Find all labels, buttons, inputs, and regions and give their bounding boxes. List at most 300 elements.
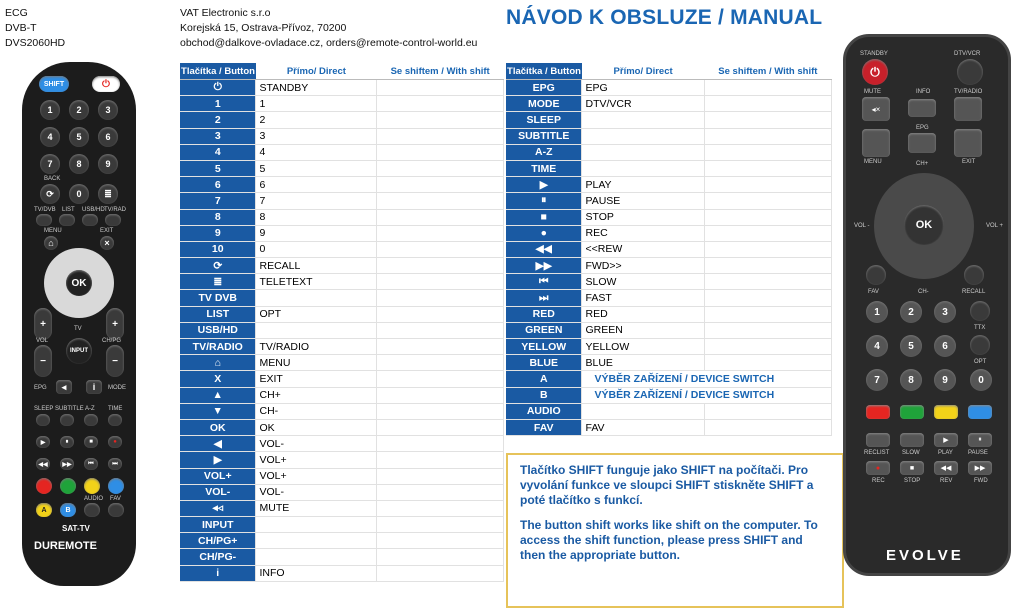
direct-function-cell: 5 xyxy=(256,160,377,176)
button-key-cell: VOL+ xyxy=(180,468,256,484)
opt-button[interactable] xyxy=(970,335,990,355)
direct-function-cell: FAST xyxy=(582,290,704,306)
button-key-cell: ⏻ xyxy=(180,80,256,96)
vol-plus-button[interactable]: + xyxy=(34,308,52,340)
direct-function-cell: FWD>> xyxy=(582,258,704,274)
play-label: PLAY xyxy=(938,450,953,456)
table-row xyxy=(506,177,832,193)
button-table-right xyxy=(506,63,832,436)
pause-label: PAUSE xyxy=(968,450,988,456)
button-key-cell: FAV xyxy=(506,419,582,435)
chpg-label: CH/PG xyxy=(102,338,122,344)
direct-function-cell: 1 xyxy=(256,96,377,112)
rec-button[interactable]: ● xyxy=(866,461,890,475)
table-row xyxy=(180,517,504,533)
digit-2-button[interactable]: 2 xyxy=(69,100,89,120)
button-key-cell: 5 xyxy=(180,160,256,176)
button-key-cell: CH/PG+ xyxy=(180,533,256,549)
table-row xyxy=(506,112,832,128)
play-button[interactable]: ▶ xyxy=(934,433,958,447)
table-row xyxy=(180,225,504,241)
rew-button[interactable]: ◀◀ xyxy=(36,458,50,470)
shift-function-cell xyxy=(377,549,504,565)
direct-function-cell: INFO xyxy=(256,565,377,581)
epg-button[interactable] xyxy=(908,133,936,153)
fav-button[interactable] xyxy=(108,503,124,517)
blue-button[interactable] xyxy=(108,478,124,494)
digit-5-button[interactable]: 5 xyxy=(69,127,89,147)
button-key-cell: ◂◃ xyxy=(180,500,256,516)
col-header-direct: Přímo/ Direct xyxy=(256,63,377,80)
button-key-cell: SUBTITLE xyxy=(506,128,582,144)
direct-function-cell: CH- xyxy=(256,403,377,419)
shift-function-cell xyxy=(704,274,831,290)
shift-function-cell xyxy=(377,177,504,193)
shift-function-cell xyxy=(377,225,504,241)
tvdvb-label: TV/DVB xyxy=(34,207,56,213)
tv-label: TV xyxy=(74,326,82,332)
fwd-label: FWD xyxy=(974,478,988,484)
direct-function-cell: RECALL xyxy=(256,258,377,274)
direct-function-cell xyxy=(256,290,377,306)
tvdvb-button[interactable] xyxy=(36,214,52,226)
fast-button[interactable]: ⏭ xyxy=(108,458,122,470)
table-row xyxy=(180,371,504,387)
direct-function-cell: 2 xyxy=(256,112,377,128)
direct-function-cell: STANDBY xyxy=(256,80,377,96)
col-header-shift: Se shiftem / With shift xyxy=(377,63,504,80)
az-button[interactable] xyxy=(84,414,98,426)
direct-function-cell: EXIT xyxy=(256,371,377,387)
shift-function-cell xyxy=(377,306,504,322)
button-key-cell: 9 xyxy=(180,225,256,241)
shift-function-cell xyxy=(377,274,504,290)
fav-label: FAV xyxy=(868,289,879,295)
table-row xyxy=(506,274,832,290)
table-row xyxy=(180,112,504,128)
button-key-cell: INPUT xyxy=(180,517,256,533)
shift-function-cell xyxy=(704,209,831,225)
table-row xyxy=(180,144,504,160)
az-label: A-Z xyxy=(85,406,95,412)
button-key-cell: X xyxy=(180,371,256,387)
standby-label: STANDBY xyxy=(860,51,888,57)
button-key-cell: A-Z xyxy=(506,144,582,160)
table-row xyxy=(180,306,504,322)
direct-function-cell: MENU xyxy=(256,355,377,371)
remote-model-label: SAT-TV xyxy=(62,524,90,533)
shift-function-cell xyxy=(377,387,504,403)
col-header-button: Tlačítka / Button xyxy=(180,63,256,80)
direct-function-cell xyxy=(582,403,704,419)
dtvvcr-label: DTV/VCR xyxy=(954,51,981,57)
rev-button[interactable]: ◀◀ xyxy=(934,461,958,475)
button-key-cell: ⏸ xyxy=(506,193,582,209)
ttx-button[interactable] xyxy=(970,301,990,321)
button-key-cell: 10 xyxy=(180,241,256,257)
button-key-cell: 6 xyxy=(180,177,256,193)
button-key-cell: LIST xyxy=(180,306,256,322)
table-row xyxy=(180,177,504,193)
table-row xyxy=(180,355,504,371)
shift-button[interactable]: SHIFT xyxy=(39,76,69,92)
shift-function-cell xyxy=(377,322,504,338)
button-key-cell: VOL- xyxy=(180,484,256,500)
table-row xyxy=(180,419,504,435)
direct-function-cell: FAV xyxy=(582,419,704,435)
button-key-cell: ⟳ xyxy=(180,258,256,274)
direct-function-cell: CH+ xyxy=(256,387,377,403)
chminus-label: CH- xyxy=(918,289,929,295)
shift-function-cell xyxy=(377,517,504,533)
direct-function-cell xyxy=(256,533,377,549)
menu-button[interactable] xyxy=(862,129,890,157)
yellow-button[interactable] xyxy=(934,405,958,419)
mute-button[interactable]: ◂× xyxy=(862,97,890,121)
digit-8-button[interactable]: 8 xyxy=(69,154,89,174)
digit-2-button[interactable]: 2 xyxy=(900,301,922,323)
device-switch-cell: VÝBĚR ZAŘÍZENÍ / DEVICE SWITCH xyxy=(582,371,832,387)
button-key-cell: OK xyxy=(180,419,256,435)
direct-function-cell: STOP xyxy=(582,209,704,225)
table-row xyxy=(506,160,832,176)
info-button[interactable] xyxy=(908,99,936,117)
button-key-cell: AUDIO xyxy=(506,403,582,419)
table-row xyxy=(180,436,504,452)
shift-function-cell xyxy=(377,128,504,144)
shift-function-cell xyxy=(704,258,831,274)
rec-button[interactable]: ● xyxy=(108,436,122,448)
table-row xyxy=(506,241,832,257)
table-row xyxy=(506,144,832,160)
exit-x-button[interactable]: × xyxy=(100,236,114,250)
mode-label: MODE xyxy=(108,385,126,391)
shift-function-cell xyxy=(704,241,831,257)
table-row xyxy=(180,500,504,516)
table-row xyxy=(506,225,832,241)
digit-0-button[interactable]: 0 xyxy=(69,184,89,204)
button-key-cell: YELLOW xyxy=(506,339,582,355)
exit-button[interactable] xyxy=(954,129,982,157)
stop-button[interactable]: ■ xyxy=(84,436,98,448)
direct-function-cell xyxy=(256,549,377,565)
shift-function-cell xyxy=(377,436,504,452)
a-button[interactable]: A xyxy=(36,503,52,517)
direct-function-cell: TELETEXT xyxy=(256,274,377,290)
direct-function-cell xyxy=(582,128,704,144)
shift-function-cell xyxy=(377,290,504,306)
shift-function-cell xyxy=(377,241,504,257)
direct-function-cell: RED xyxy=(582,306,704,322)
shift-function-cell xyxy=(377,484,504,500)
time-button[interactable] xyxy=(108,414,122,426)
usbhd-label: USB/HD xyxy=(82,207,105,213)
button-key-cell: BLUE xyxy=(506,355,582,371)
tvradio-button[interactable] xyxy=(954,97,982,121)
digit-8-button[interactable]: 8 xyxy=(900,369,922,391)
opt-label: OPT xyxy=(974,359,987,365)
direct-function-cell: PLAY xyxy=(582,177,704,193)
shift-function-cell xyxy=(377,355,504,371)
tvradio-button[interactable] xyxy=(105,214,121,226)
shift-function-cell xyxy=(704,339,831,355)
audio-button[interactable] xyxy=(84,503,100,517)
fav-button[interactable] xyxy=(866,265,886,285)
green-button[interactable] xyxy=(900,405,924,419)
info-button[interactable]: i xyxy=(86,380,102,394)
shift-function-cell xyxy=(704,80,831,96)
table-row xyxy=(180,452,504,468)
subtitle-button[interactable] xyxy=(60,414,74,426)
info-label: INFO xyxy=(916,89,931,95)
table-row xyxy=(506,355,832,371)
button-key-cell: ▶▶ xyxy=(506,258,582,274)
rec-label: REC xyxy=(872,478,885,484)
b-button[interactable]: B xyxy=(60,503,76,517)
time-label: TIME xyxy=(108,406,123,412)
shift-function-cell xyxy=(704,160,831,176)
table-row xyxy=(506,258,832,274)
table-row xyxy=(180,96,504,112)
table-row xyxy=(506,371,832,387)
epg-label: EPG xyxy=(34,385,47,391)
button-key-cell: ■ xyxy=(506,209,582,225)
reclist-button[interactable] xyxy=(866,433,890,447)
table-row xyxy=(180,533,504,549)
remote-right-image xyxy=(843,34,1011,576)
direct-function-cell xyxy=(582,144,704,160)
fwd-button[interactable]: ▶▶ xyxy=(60,458,74,470)
shift-function-cell xyxy=(377,80,504,96)
digit-9-button[interactable]: 9 xyxy=(934,369,956,391)
shift-function-cell xyxy=(704,355,831,371)
fav-label: FAV xyxy=(110,496,121,502)
company-name: VAT Electronic s.r.o xyxy=(180,7,271,19)
ttx-label: TTX xyxy=(974,325,986,331)
direct-function-cell xyxy=(582,160,704,176)
digit-9-button[interactable]: 9 xyxy=(98,154,118,174)
chpg-minus-button[interactable]: − xyxy=(106,345,124,377)
company-emails: obchod@dalkove-ovladace.cz, orders@remote-control-world.eu xyxy=(180,37,478,49)
button-key-cell: ⏭ xyxy=(506,290,582,306)
shift-function-cell xyxy=(377,339,504,355)
button-key-cell: EPG xyxy=(506,80,582,96)
direct-function-cell: <<REW xyxy=(582,241,704,257)
digit-5-button[interactable]: 5 xyxy=(900,335,922,357)
table-row xyxy=(180,274,504,290)
button-key-cell: ● xyxy=(506,225,582,241)
red-button[interactable] xyxy=(866,405,890,419)
shift-function-cell xyxy=(704,419,831,435)
direct-function-cell: EPG xyxy=(582,80,704,96)
button-key-cell: ▶ xyxy=(506,177,582,193)
power-button[interactable]: ⏻ xyxy=(92,76,120,92)
digit-6-button[interactable]: 6 xyxy=(98,127,118,147)
shift-function-cell xyxy=(377,468,504,484)
table-row xyxy=(506,322,832,338)
table-row xyxy=(506,290,832,306)
page-title: NÁVOD K OBSLUZE / MANUAL xyxy=(506,6,823,29)
button-table-left xyxy=(180,63,504,582)
shift-function-cell xyxy=(377,258,504,274)
digit-7-button[interactable]: 7 xyxy=(40,154,60,174)
shift-function-cell xyxy=(704,403,831,419)
button-key-cell: CH/PG- xyxy=(180,549,256,565)
table-row xyxy=(180,468,504,484)
button-key-cell: USB/HD xyxy=(180,322,256,338)
shift-function-cell xyxy=(377,371,504,387)
shift-function-cell xyxy=(377,193,504,209)
digit-4-button[interactable]: 4 xyxy=(40,127,60,147)
evolve-logo: EVOLVE xyxy=(886,547,964,564)
button-key-cell: 1 xyxy=(180,96,256,112)
slow-button[interactable]: ⏮ xyxy=(84,458,98,470)
sleep-button[interactable] xyxy=(36,414,50,426)
subtitle-label: SUBTITLE xyxy=(55,406,84,412)
shift-note xyxy=(506,453,844,608)
shift-function-cell xyxy=(377,209,504,225)
dtvvcr-button[interactable] xyxy=(957,59,983,85)
direct-function-cell: VOL+ xyxy=(256,468,377,484)
direct-function-cell xyxy=(256,322,377,338)
shift-function-cell xyxy=(704,144,831,160)
table-row xyxy=(506,128,832,144)
button-key-cell: ⌂ xyxy=(180,355,256,371)
shift-function-cell xyxy=(377,500,504,516)
direct-function-cell: GREEN xyxy=(582,322,704,338)
table-row xyxy=(180,339,504,355)
header-company-info xyxy=(180,6,477,51)
shift-function-cell xyxy=(377,160,504,176)
recall-label: RECALL xyxy=(962,289,986,295)
button-key-cell: MODE xyxy=(506,96,582,112)
table-row xyxy=(180,128,504,144)
direct-function-cell: OK xyxy=(256,419,377,435)
button-key-cell: 7 xyxy=(180,193,256,209)
button-key-cell: 2 xyxy=(180,112,256,128)
table-row xyxy=(506,403,832,419)
digit-0-button[interactable]: 0 xyxy=(970,369,992,391)
ok-button[interactable]: OK xyxy=(904,205,944,245)
digit-7-button[interactable]: 7 xyxy=(866,369,888,391)
table-row xyxy=(506,209,832,225)
rev-label: REV xyxy=(940,478,953,484)
digit-3-button[interactable]: 3 xyxy=(98,100,118,120)
menu-home-button[interactable]: ⌂ xyxy=(44,236,58,250)
direct-function-cell xyxy=(582,112,704,128)
menu-label: MENU xyxy=(864,159,882,165)
vol-minus-button[interactable]: − xyxy=(34,345,52,377)
shift-function-cell xyxy=(377,419,504,435)
header-device-info xyxy=(5,6,65,51)
direct-function-cell: DTV/VCR xyxy=(582,96,704,112)
input-button[interactable]: INPUT xyxy=(66,338,92,364)
blue-button[interactable] xyxy=(968,405,992,419)
recall-button[interactable]: ⟳ xyxy=(40,184,60,204)
table-row xyxy=(180,241,504,257)
direct-function-cell: 6 xyxy=(256,177,377,193)
table-row xyxy=(506,339,832,355)
digit-4-button[interactable]: 4 xyxy=(866,335,888,357)
direct-function-cell: 8 xyxy=(256,209,377,225)
direct-function-cell: VOL- xyxy=(256,484,377,500)
shift-function-cell xyxy=(377,96,504,112)
list-button[interactable] xyxy=(59,214,75,226)
button-key-cell: ▲ xyxy=(180,387,256,403)
standby-button[interactable]: ⏻ xyxy=(862,59,888,85)
digit-1-button[interactable]: 1 xyxy=(40,100,60,120)
ok-button[interactable]: OK xyxy=(66,270,92,296)
table-row xyxy=(506,419,832,435)
table-row xyxy=(180,290,504,306)
volplus-label: VOL + xyxy=(986,223,1003,229)
list-label: LIST xyxy=(62,207,75,213)
slow-button[interactable] xyxy=(900,433,924,447)
shift-function-cell xyxy=(704,225,831,241)
table-row xyxy=(180,484,504,500)
tvradio-label: TV/RADIO xyxy=(954,89,983,95)
duremote-logo: DUREMOTE xyxy=(34,540,97,552)
device-model: DVS2060HD xyxy=(5,37,66,49)
shift-function-cell xyxy=(377,565,504,581)
shift-function-cell xyxy=(377,452,504,468)
button-key-cell: ⏮ xyxy=(506,274,582,290)
table-row xyxy=(506,80,832,96)
stop-button[interactable]: ■ xyxy=(900,461,924,475)
digit-3-button[interactable]: 3 xyxy=(934,301,956,323)
direct-function-cell: YELLOW xyxy=(582,339,704,355)
teletext-button[interactable]: ≣ xyxy=(98,184,118,204)
epg-label: EPG xyxy=(916,125,929,131)
button-key-cell: SLEEP xyxy=(506,112,582,128)
table-row xyxy=(180,209,504,225)
button-key-cell: RED xyxy=(506,306,582,322)
pause-button[interactable]: ⏸ xyxy=(60,436,74,448)
table-row xyxy=(180,322,504,338)
menu-label: MENU xyxy=(44,228,62,234)
table-row xyxy=(180,565,504,581)
yellow-button[interactable] xyxy=(84,478,100,494)
usbhd-button[interactable] xyxy=(82,214,98,226)
direct-function-cell: BLUE xyxy=(582,355,704,371)
chpg-plus-button[interactable]: + xyxy=(106,308,124,340)
audio-label: AUDIO xyxy=(84,496,104,502)
recall-button[interactable] xyxy=(964,265,984,285)
shift-function-cell xyxy=(704,96,831,112)
direct-function-cell: MUTE xyxy=(256,500,377,516)
digit-1-button[interactable]: 1 xyxy=(866,301,888,323)
digit-6-button[interactable]: 6 xyxy=(934,335,956,357)
pause-button[interactable]: ⏸ xyxy=(968,433,992,447)
button-key-cell: TV/RADIO xyxy=(180,339,256,355)
button-key-cell: B xyxy=(506,387,582,403)
play-button[interactable]: ▶ xyxy=(36,436,50,448)
exit-label: EXIT xyxy=(100,228,114,234)
shift-function-cell xyxy=(377,112,504,128)
fwd-button[interactable]: ▶▶ xyxy=(968,461,992,475)
reclist-label: RECLIST xyxy=(864,450,890,456)
company-address: Korejská 15, Ostrava-Přívoz, 70200 xyxy=(180,22,347,34)
table-row xyxy=(180,387,504,403)
shift-function-cell xyxy=(704,112,831,128)
red-button[interactable] xyxy=(36,478,52,494)
mute-button[interactable]: ◂ xyxy=(56,380,72,394)
green-button[interactable] xyxy=(60,478,76,494)
shift-function-cell xyxy=(704,306,831,322)
table-row xyxy=(180,80,504,96)
shift-note-en: The button shift works like shift on the computer. To access the shift function, please press SHIFT and then the appropriate button. xyxy=(520,518,818,562)
table-row xyxy=(180,258,504,274)
